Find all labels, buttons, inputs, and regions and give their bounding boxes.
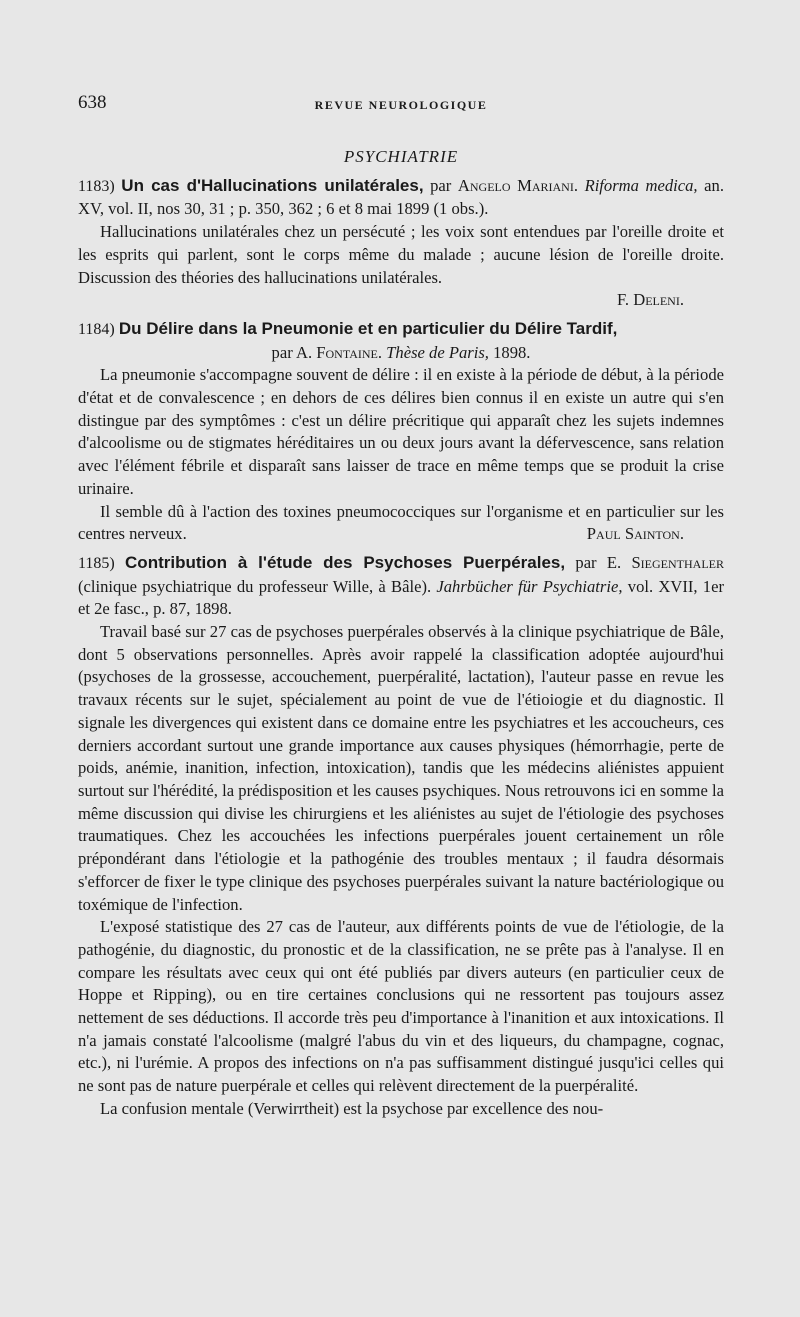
entry-byline bbox=[78, 342, 724, 365]
entry-by: par E. bbox=[575, 552, 622, 572]
entry-details: (clinique psychiatrique du professeur Wille, à Bâle). bbox=[78, 576, 432, 596]
entry-abstract-paragraph: Travail basé sur 27 cas de psychoses puerpérales observés à la clinique psychiatrique de Bâle, dont 5 observations personnelles. Après avoir rappelé la classification adoptée aujourd'hui (psychoses de la grossesse, accouchement, puerpéralité, lactation), l'auteur passe en revue les travaux récents sur le sujet, spécialement au point de vue de l'étioiogie et du diagnostic. Il signale les divergences qui existent dans ce domaine entre les psychiatres et les accoucheurs, ces derniers accordant surtout une grande importance aux causes physiques (hémorrhagie, perte de poids, anémie, inanition, infection, intoxication), tandis que les médecins aliénistes appuient surtout sur l'hérédité, la prédisposition et les causes psychiques. Nous retrouvons ici en somme la même discussion qui divise les chirurgiens et les aliénistes au sujet de l'étiologie des psychoses traumatiques. Chez les accouchées les infections puerpérales jouent certainement un rôle prépondérant dans l'étiologie et la pathogénie des troubles mentaux ; il faudra désormais s'efforcer de fixer le type clinique des psychoses puerpérales suivant la nature bactériologique ou toxémique de l'infection. bbox=[78, 622, 724, 914]
entry-abstract-paragraph bbox=[78, 501, 724, 546]
entry-source-journal: Riforma medica, bbox=[584, 175, 698, 195]
entry-by: par bbox=[430, 175, 452, 195]
entry-abstract: Hallucinations unilatérales chez un persécuté ; les voix sont entendues par l'oreille droite et les esprits qui parlent, sont le corps même du malade ; aucune lésion de l'oreille droite. Discussion des théories des hallucinations unilatérales. bbox=[78, 222, 724, 287]
entry-abstract-paragraph: La confusion mentale (Verwirrtheit) est la psychose par excellence des nou- bbox=[100, 1098, 604, 1118]
page-number: 638 bbox=[78, 92, 107, 113]
entry-1183 bbox=[78, 175, 724, 312]
entry-source-details: an. XV, vol. II, nos 30, 31 ; p. 350, 362 ; 6 et 8 mai 1899 (1 obs.). bbox=[78, 175, 724, 219]
entry-source-details: vol. XVII, 1er et 2e fasc., p. 87, 1898. bbox=[78, 576, 724, 619]
entry-year: 1898. bbox=[493, 342, 531, 362]
entry-abstract-paragraph: L'exposé statistique des 27 cas de l'auteur, aux différents points de vue de l'étiologie, de la pathogénie, du diagnostic, du pronostic et de la classification, ne se prête pas à l'analyse. Il en compare les résultats avec ceux qui ont été publiés par divers auteurs (en particulier ceux de Hoppe et Ripping), ou en tire certaines conclusions qui ne ressortent pas toujours assez nettement de ses déductions. Il accorde très peu d'importance à l'inanition et aux intoxications. Il n'a jamais constaté l'alcoolisme (malgré l'abus du vin et des liqueurs, du champagne, cognac, etc.), ni l'urémie. A propos des infections on n'a pas suffisamment distingué jusqu'ici celles qui ne sont pas de nature puerpérale et celles qui relèvent directement de la puerpéralité. bbox=[78, 917, 724, 1096]
entry-heading bbox=[78, 552, 724, 621]
entry-number: 1185) bbox=[78, 554, 115, 572]
entry-number: 1183) bbox=[78, 177, 115, 195]
entry-author: Fontaine. bbox=[316, 342, 383, 362]
entry-author: Siegenthaler bbox=[631, 552, 724, 572]
entry-signature: F. Deleni. bbox=[617, 290, 684, 310]
entry-by: par A. bbox=[271, 342, 313, 362]
entry-number: 1184) bbox=[78, 320, 115, 338]
running-title: REVUE NEUROLOGIQUE bbox=[314, 98, 488, 112]
entry-heading bbox=[78, 175, 724, 221]
entry-title: Du Délire dans la Pneumonie et en particulier du Délire Tardif, bbox=[118, 318, 618, 338]
entry-title: Un cas d'Hallucinations unilatérales, bbox=[121, 175, 424, 195]
entry-heading bbox=[78, 318, 724, 342]
page-header bbox=[78, 92, 724, 120]
section-title: PSYCHIATRIE bbox=[343, 147, 459, 166]
entry-abstract-paragraph: La pneumonie s'accompagne souvent de délire : il en existe à la période de début, à la période d'état et de convalescence ; en dehors de ces délires bien connus il en existe un autre qui s'en distingue par des symptômes : c'est un délire précritique qui apparaît chez les sujets indemnes d'alcoolisme ou de stigmates héréditaires un ou deux jours avant la défervescence, sans relation avec l'élément fébrile et disparaît sans laisser de trace en même temps que se produit la crise urinaire. bbox=[78, 365, 724, 498]
entry-1185 bbox=[78, 552, 724, 1121]
entry-title: Contribution à l'étude des Psychoses Puerpérales, bbox=[125, 552, 566, 572]
entry-source-journal: Jahrbücher für Psychiatrie, bbox=[436, 576, 623, 596]
page-content bbox=[78, 146, 724, 1121]
entry-signature: Paul Sainton. bbox=[586, 524, 684, 544]
entry-source: Thèse de Paris, bbox=[386, 342, 489, 362]
entry-1184 bbox=[78, 318, 724, 546]
entry-author: Angelo Mariani. bbox=[457, 175, 578, 195]
entry-abstract-text: Il semble dû à l'action des toxines pneumococciques sur l'organisme et en particulier sur les centres nerveux. bbox=[78, 501, 724, 544]
